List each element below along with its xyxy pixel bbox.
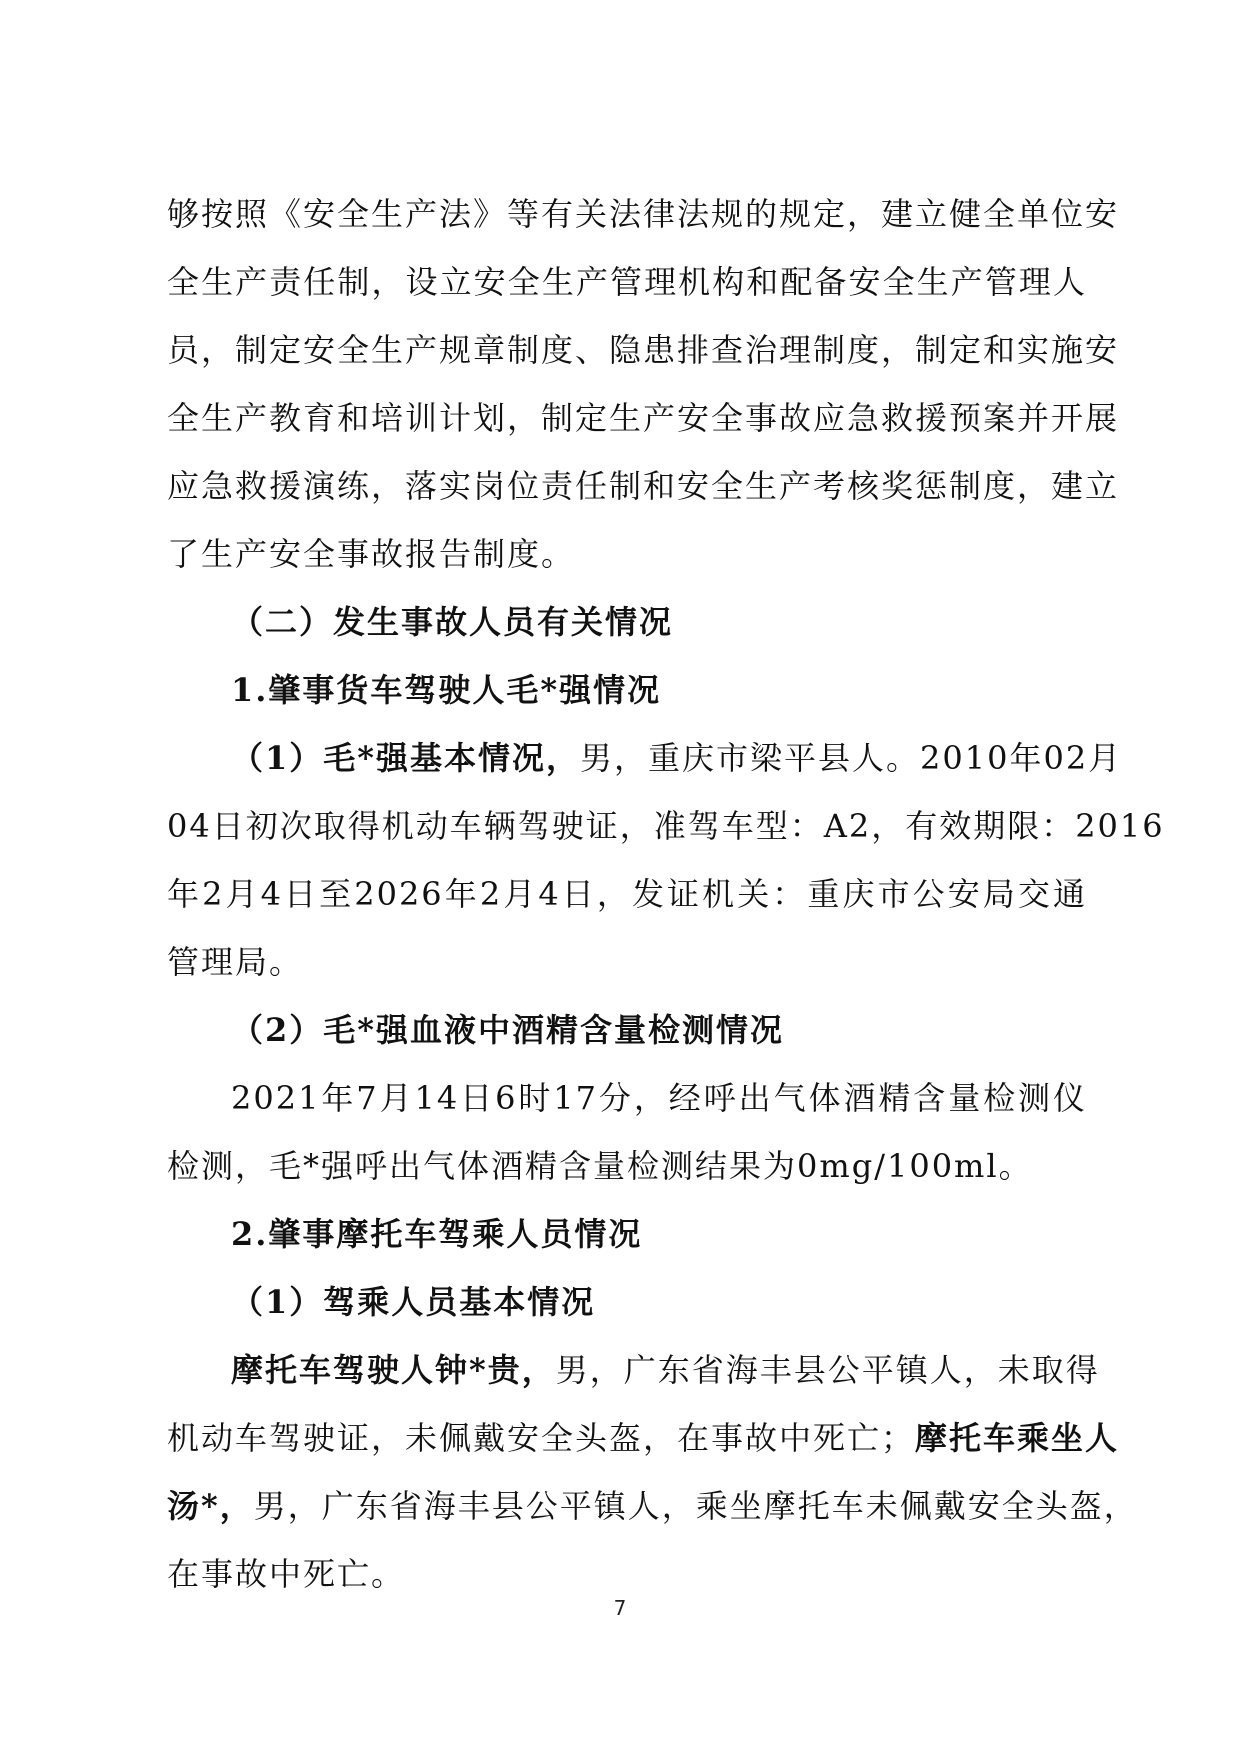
paragraph-line: 检测，毛*强呼出气体酒精含量检测结果为0mg/100ml。 [167,1147,1033,1185]
paragraph-line: 全生产教育和培训计划，制定生产安全事故应急救援预案并开展 [167,399,1120,437]
motorcycle-driver-text: 机动车驾驶证，未佩戴安全头盔，在事故中死亡； [167,1419,916,1457]
paragraph-line: 管理局。 [167,943,304,981]
paragraph-line [167,1472,1138,1540]
document-body [167,180,1165,1608]
driver-basic-text: 男，重庆市梁平县人。2010年02月 [580,739,1123,777]
paragraph-line: 了生产安全事故报告制度。 [167,535,576,573]
passenger-label: 汤*， [167,1487,254,1525]
paragraph-line [167,724,1123,792]
paragraph-line [167,1336,1100,1404]
subsection-heading: （2）毛*强血液中酒精含量检测情况 [231,1011,785,1049]
subsection-heading: 1.肇事货车驾驶人毛*强情况 [231,671,662,709]
paragraph-line: 04日初次取得机动车辆驾驶证，准驾车型：A2，有效期限：2016 [167,807,1165,845]
subsection-heading: （1）驾乘人员基本情况 [231,1283,596,1321]
page-number: 7 [613,1596,627,1620]
passenger-label: 摩托车乘坐人 [915,1419,1120,1457]
section-heading: （二）发生事故人员有关情况 [231,603,674,641]
motorcycle-driver-label: 摩托车驾驶人钟*贵， [231,1351,556,1389]
paragraph-line: 全生产责任制，设立安全生产管理机构和配备安全生产管理人 [167,263,1087,301]
paragraph-line: 年2月4日至2026年2月4日，发证机关：重庆市公安局交通 [167,875,1087,913]
paragraph-line [167,1404,1120,1472]
driver-basic-label: （1）毛*强基本情况， [231,739,581,777]
paragraph-line: 应急救援演练，落实岗位责任制和安全生产考核奖惩制度，建立 [167,467,1120,505]
subsection-heading: 2.肇事摩托车驾乘人员情况 [231,1215,643,1253]
paragraph-line: 员，制定安全生产规章制度、隐患排查治理制度，制定和实施安 [167,331,1120,369]
paragraph-line: 在事故中死亡。 [167,1555,406,1593]
motorcycle-driver-text: 男，广东省海丰县公平镇人，未取得 [555,1351,1100,1389]
paragraph-line: 够按照《安全生产法》等有关法律法规的规定，建立健全单位安 [167,195,1120,233]
paragraph-line: 2021年7月14日6时17分，经呼出气体酒精含量检测仪 [231,1079,1087,1117]
passenger-text: 男，广东省海丰县公平镇人，乘坐摩托车未佩戴安全头盔， [253,1487,1138,1525]
